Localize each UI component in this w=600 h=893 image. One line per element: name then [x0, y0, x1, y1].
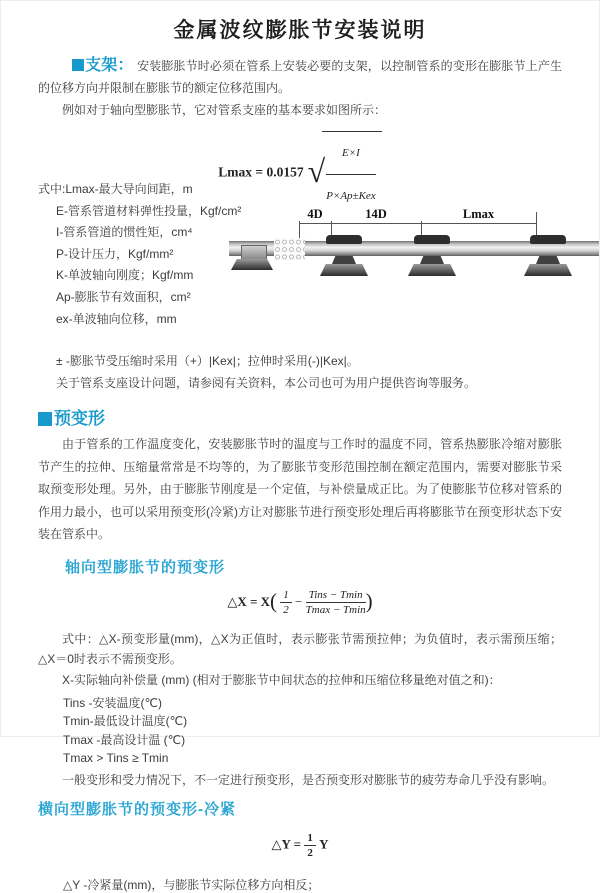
temp-line: Tmin-最低设计温度(℃)	[63, 714, 188, 729]
dimension-label-lmax: Lmax	[421, 208, 536, 221]
support-base	[320, 264, 368, 276]
pipe-support-diagram	[229, 209, 599, 281]
right-paren: )	[365, 588, 373, 613]
support-heading-label: 支架：	[85, 57, 134, 74]
half-denominator: 2	[307, 846, 313, 859]
dimension-line	[299, 223, 536, 224]
lateral-note-text: △Y -冷紧量(mm)，与膨胀节实际位移方向相反；	[63, 877, 320, 892]
temperature-numerator: Tins − Tmin	[306, 589, 366, 603]
axial-note-text: 一般变形和受力情况下，不一定进行预变形，是否预变形对膨胀节的疲劳寿命几乎没有影响。	[62, 772, 555, 787]
definition-line: P-设计压力，Kgf/mm²	[56, 246, 174, 261]
temperature-definitions	[1, 694, 599, 768]
half-fraction	[304, 832, 316, 859]
definition-line: Ap-膨胀节有效面积，cm²	[56, 289, 191, 304]
support-cap	[530, 235, 566, 244]
temp-line: Tins -安装温度(℃)	[63, 695, 163, 710]
temp-line: Tmax > Tins ≥ Tmin	[63, 751, 169, 766]
support-neck	[536, 256, 560, 264]
definition-line: ex-单波轴向位移，mm	[56, 311, 177, 326]
definition-line: E-管系管道材料弹性投量，Kgf/cm²	[56, 203, 242, 218]
lmax-formula-lhs: Lmax = 0.0157	[218, 164, 304, 180]
support-base	[408, 264, 456, 276]
support-paragraph	[38, 55, 562, 99]
definition-line: K-单波轴向刚度；Kgf/mm	[56, 268, 194, 283]
axial-formula	[1, 589, 599, 623]
lateral-formula-lhs: △Y =	[271, 836, 302, 852]
radical-sign-icon: √	[307, 153, 326, 190]
page-title: 金属波纹膨胀节安装说明	[173, 19, 427, 42]
lmax-fraction-denominator: P×Ap±Kex	[326, 190, 376, 202]
anchor-clamp	[241, 245, 267, 260]
axial-x-definition: X-实际轴向补偿量 (mm) (相对于膨胀节中间状态的拉伸和压缩位移量绝对值之和)：	[62, 672, 501, 687]
definition-line: ± -膨胀节受压缩时采用（+）|Kex|；拉伸时采用(-)|Kex|。	[56, 354, 359, 368]
temp-line: Tmax -最高设计温 (℃)	[63, 732, 186, 747]
axial-subheading: 轴向型膨胀节的预变形	[65, 558, 226, 576]
half-numerator: 1	[304, 832, 316, 846]
definition-line: I-管系管道的惯性矩，cm⁴	[56, 225, 193, 240]
half-fraction	[280, 589, 292, 616]
lmax-fraction-numerator: E×I	[326, 133, 376, 175]
support-cap	[326, 235, 362, 244]
predeform-body-text: 由于管系的工作温度变化，安装膨胀节时的温度与工作时的温度不同，管系热膨胀冷缩对膨胀节产生的拉伸、压缩量常常是不均等的，为了膨胀节变形范围控制在额定范围内，需要对膨胀节采取预变形处理。另外，由于膨胀节刚度是一个定值，与补偿量成正比。为了使膨胀节位移对管系的作用力最小，也可以采用预变形(冷紧)方让对膨胀节进行预变形处理后再将膨胀节在预变形状态下安装在管系中。	[38, 437, 562, 542]
support-consult-note: 关于管系支座设计问题，请参阅有关资料，本公司也可为用户提供咨询等服务。	[56, 375, 477, 390]
section-marker-icon	[38, 412, 52, 426]
minus-sign: −	[295, 593, 303, 609]
lateral-formula-rhs: Y	[319, 836, 329, 852]
dimension-label-14d: 14D	[331, 208, 421, 221]
support-intro-text: 安装膨胀节时必须在管系上安装必要的支架，以控制管系的变形在膨胀节上产生的位移方向并限制在膨胀节的额定位移范围内。	[38, 59, 562, 95]
anchor-base	[231, 259, 273, 270]
temperature-fraction	[306, 589, 366, 616]
section-marker-icon	[72, 59, 84, 71]
axial-formula-lhs: △X = X	[227, 593, 271, 609]
support-neck	[420, 256, 444, 264]
left-paren: (	[270, 588, 278, 613]
half-numerator: 1	[280, 589, 292, 603]
predeform-section-heading	[38, 404, 599, 429]
bellows-expansion-joint	[274, 238, 305, 260]
lateral-subheading: 横向型膨胀节的预变形-冷紧	[38, 800, 236, 818]
temperature-denominator: Tmax − Tmin	[305, 604, 366, 617]
lateral-formula	[1, 832, 599, 862]
axial-explanation-text: 式中：△X-预变形量(mm)，△X为正值时，表示膨张节需预拉伸；为负值时，表示需预压缩；△X＝0时表示不需预变形。	[38, 631, 562, 666]
predeform-heading-label: 预变形	[54, 409, 105, 429]
definition-line: 式中:Lmax-最大导向间距，m	[38, 182, 193, 196]
support-section-heading	[72, 57, 134, 74]
half-denominator: 2	[283, 604, 289, 617]
support-neck	[332, 256, 356, 264]
support-example-text: 例如对于轴向型膨胀节，它对管系支座的基本要求如图所示：	[62, 103, 387, 117]
definitions-and-diagram	[1, 179, 599, 351]
support-base	[524, 264, 572, 276]
dimension-label-4d: 4D	[299, 208, 331, 221]
support-cap	[414, 235, 450, 244]
